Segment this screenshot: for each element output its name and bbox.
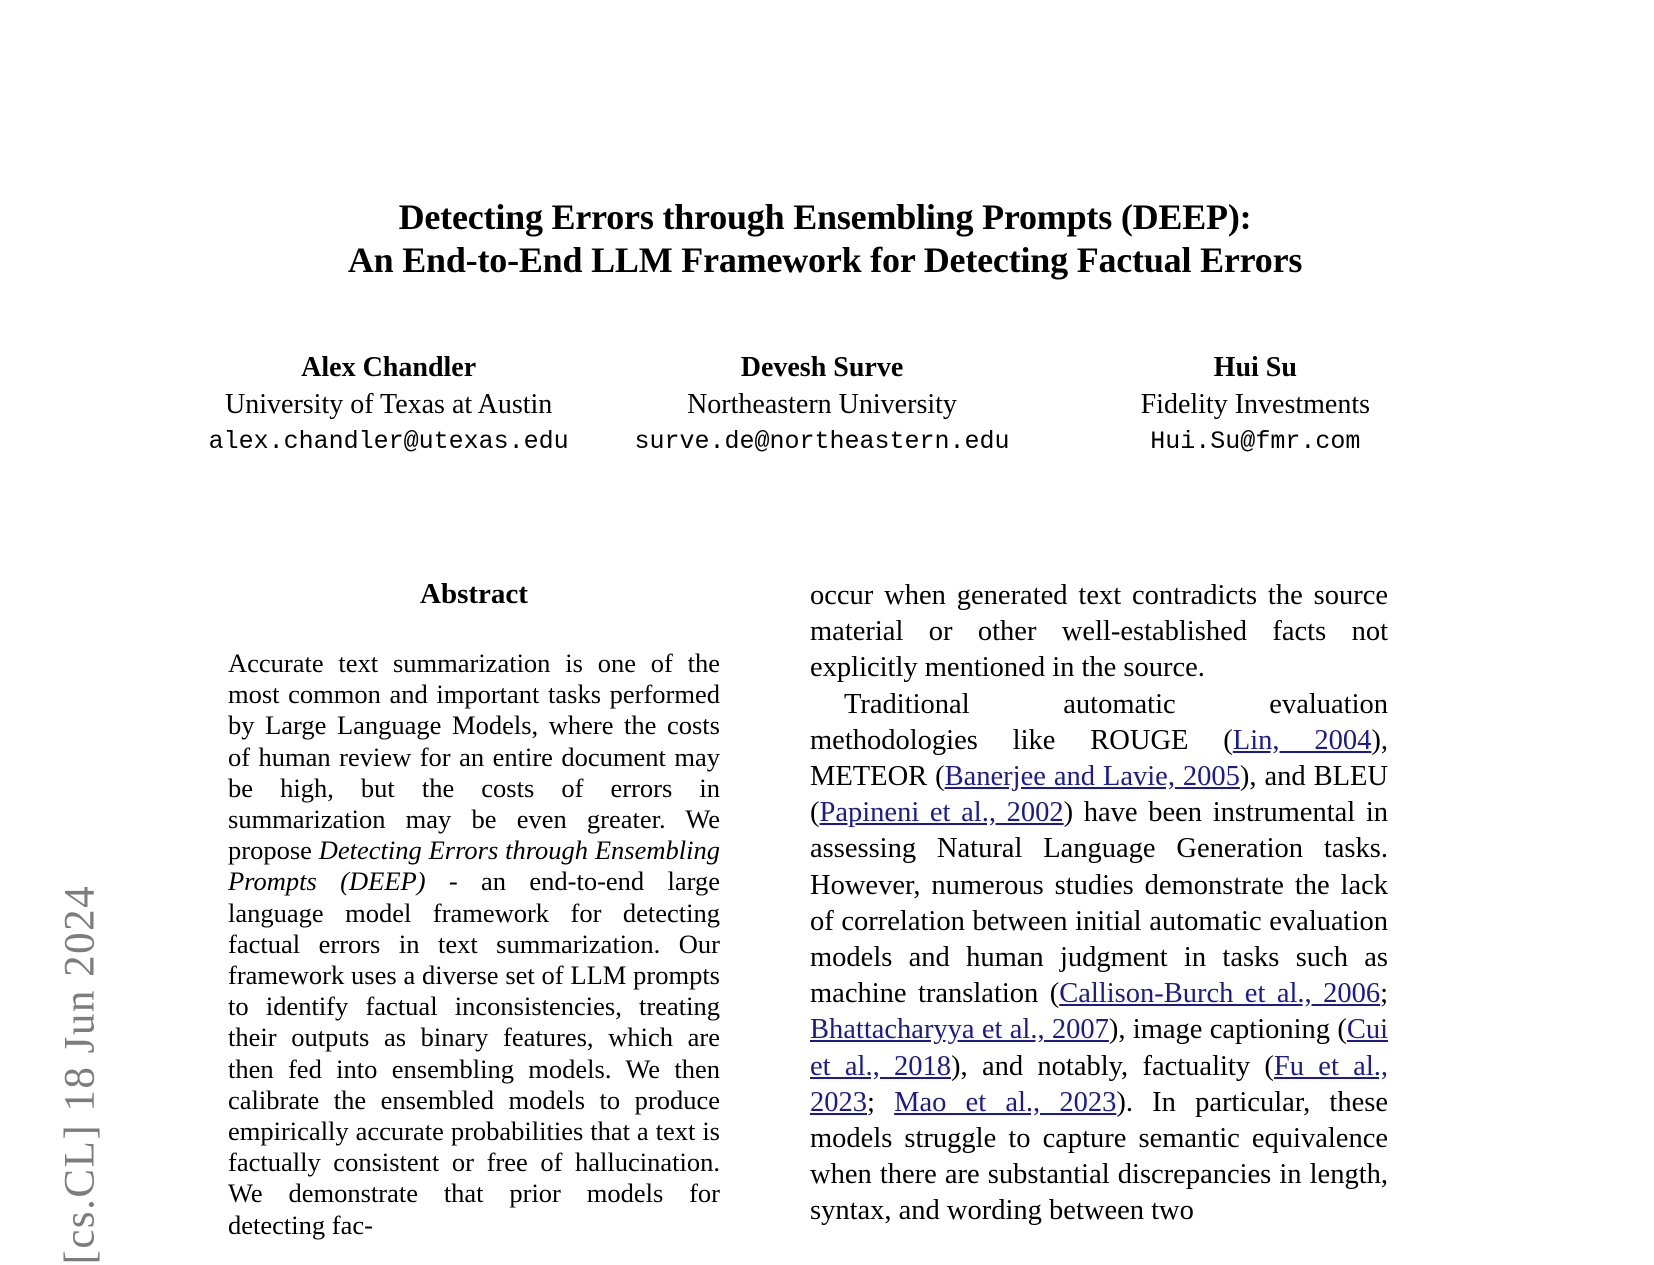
author-affiliation: University of Texas at Austin [225,389,553,420]
arxiv-stamp-text: [cs.CL] 18 Jun 2024 [56,884,104,1265]
intro-text-after-lin: ), METEOR ( [810,724,1388,793]
author-entry [605,350,1038,460]
paper-title-line-1: Detecting Errors through Ensembling Prompts (DEEP): [398,197,1252,237]
citation-fu-2023[interactable]: Fu et al., 2023 [810,1050,1388,1118]
author-affiliation: Fidelity Investments [1140,389,1371,420]
intro-text-after-bhattacharyya: ), image captioning ( [1108,1014,1347,1046]
author-affiliation: Northeastern University [687,389,957,420]
paper-title-line-2: An End-to-End LLM Framework for Detecting Factual Errors [347,240,1303,280]
abstract-text-part-2: - an end-to-end large language model framework for detecting factual errors in text summarization. Our framework uses a diverse set of LLM prompts to identify factual inconsistencies, treating their outputs as binary features, which are then fed into ensembling models. We then calibrate the ensembled models to produce empirically accurate probabilities that a text is factually consistent or free of hallucination. We demonstrate that prior models for detecting fac- [228,866,720,1240]
intro-text-after-banerjee: ), and BLEU ( [810,761,1388,829]
abstract-text-part-1: Accurate text summarization is one of the most common and important tasks performed by Large Language Models, where the costs of human review for an entire document may be high, but the costs of errors in summarization may be even greater. We propose [228,648,720,866]
citation-callison-burch-2006[interactable]: Callison-Burch et al., 2006 [1059,978,1381,1010]
author-entry [1039,350,1472,460]
citation-lin-2004[interactable]: Lin, 2004 [1232,724,1372,756]
citation-mao-2023[interactable]: Mao et al., 2023 [894,1086,1117,1118]
citation-cui-2018[interactable]: Cui et al., 2018 [810,1014,1388,1082]
body-columns [228,578,1388,1248]
citation-papineni-2002[interactable]: Papineni et al., 2002 [819,797,1064,829]
abstract-paragraph [228,648,720,1241]
citation-separator-2: ; [867,1086,895,1118]
intro-text-after-papineni: ) have been instrumental in assessing Natural Language Generation tasks. However, numerous studies demonstrate the lack of correlation between initial automatic evaluation models and human judgment in tasks such as machine translation ( [810,797,1388,1010]
intro-text-after-mao: ). In particular, these models struggle to capture semantic equivalence when there are substantial discrepancies in length, syntax, and wording between two [810,1086,1388,1227]
abstract-column [228,578,720,1248]
author-name: Hui Su [1213,352,1297,383]
author-entry [172,350,605,460]
citation-separator: ; [1380,978,1388,1010]
author-email[interactable]: surve.de@northeastern.edu [634,427,1010,456]
intro-paragraph-2 [810,687,1388,1230]
intro-text-after-cui: ), and notably, factuality ( [951,1050,1274,1082]
citation-bhattacharyya-2007[interactable]: Bhattacharyya et al., 2007 [810,1014,1109,1046]
author-name: Alex Chandler [301,352,477,383]
author-email[interactable]: Hui.Su@fmr.com [1150,427,1361,456]
page-title [180,196,1470,282]
author-name: Devesh Surve [740,352,904,383]
citation-banerjee-lavie-2005[interactable]: Banerjee and Lavie, 2005 [944,761,1240,793]
abstract-heading: Abstract [420,578,528,610]
intro-text-pre: Traditional automatic evaluation methodologies like ROUGE ( [810,688,1388,756]
intro-paragraph-1: occur when generated text contradicts the source material or other well-established facts not explicitly mentioned in the source. [810,580,1388,684]
author-block [172,350,1472,460]
introduction-column [810,578,1388,1248]
abstract-emphasis: Detecting Errors through Ensembling Prompts (DEEP) [228,835,720,897]
author-email[interactable]: alex.chandler@utexas.edu [208,427,569,456]
